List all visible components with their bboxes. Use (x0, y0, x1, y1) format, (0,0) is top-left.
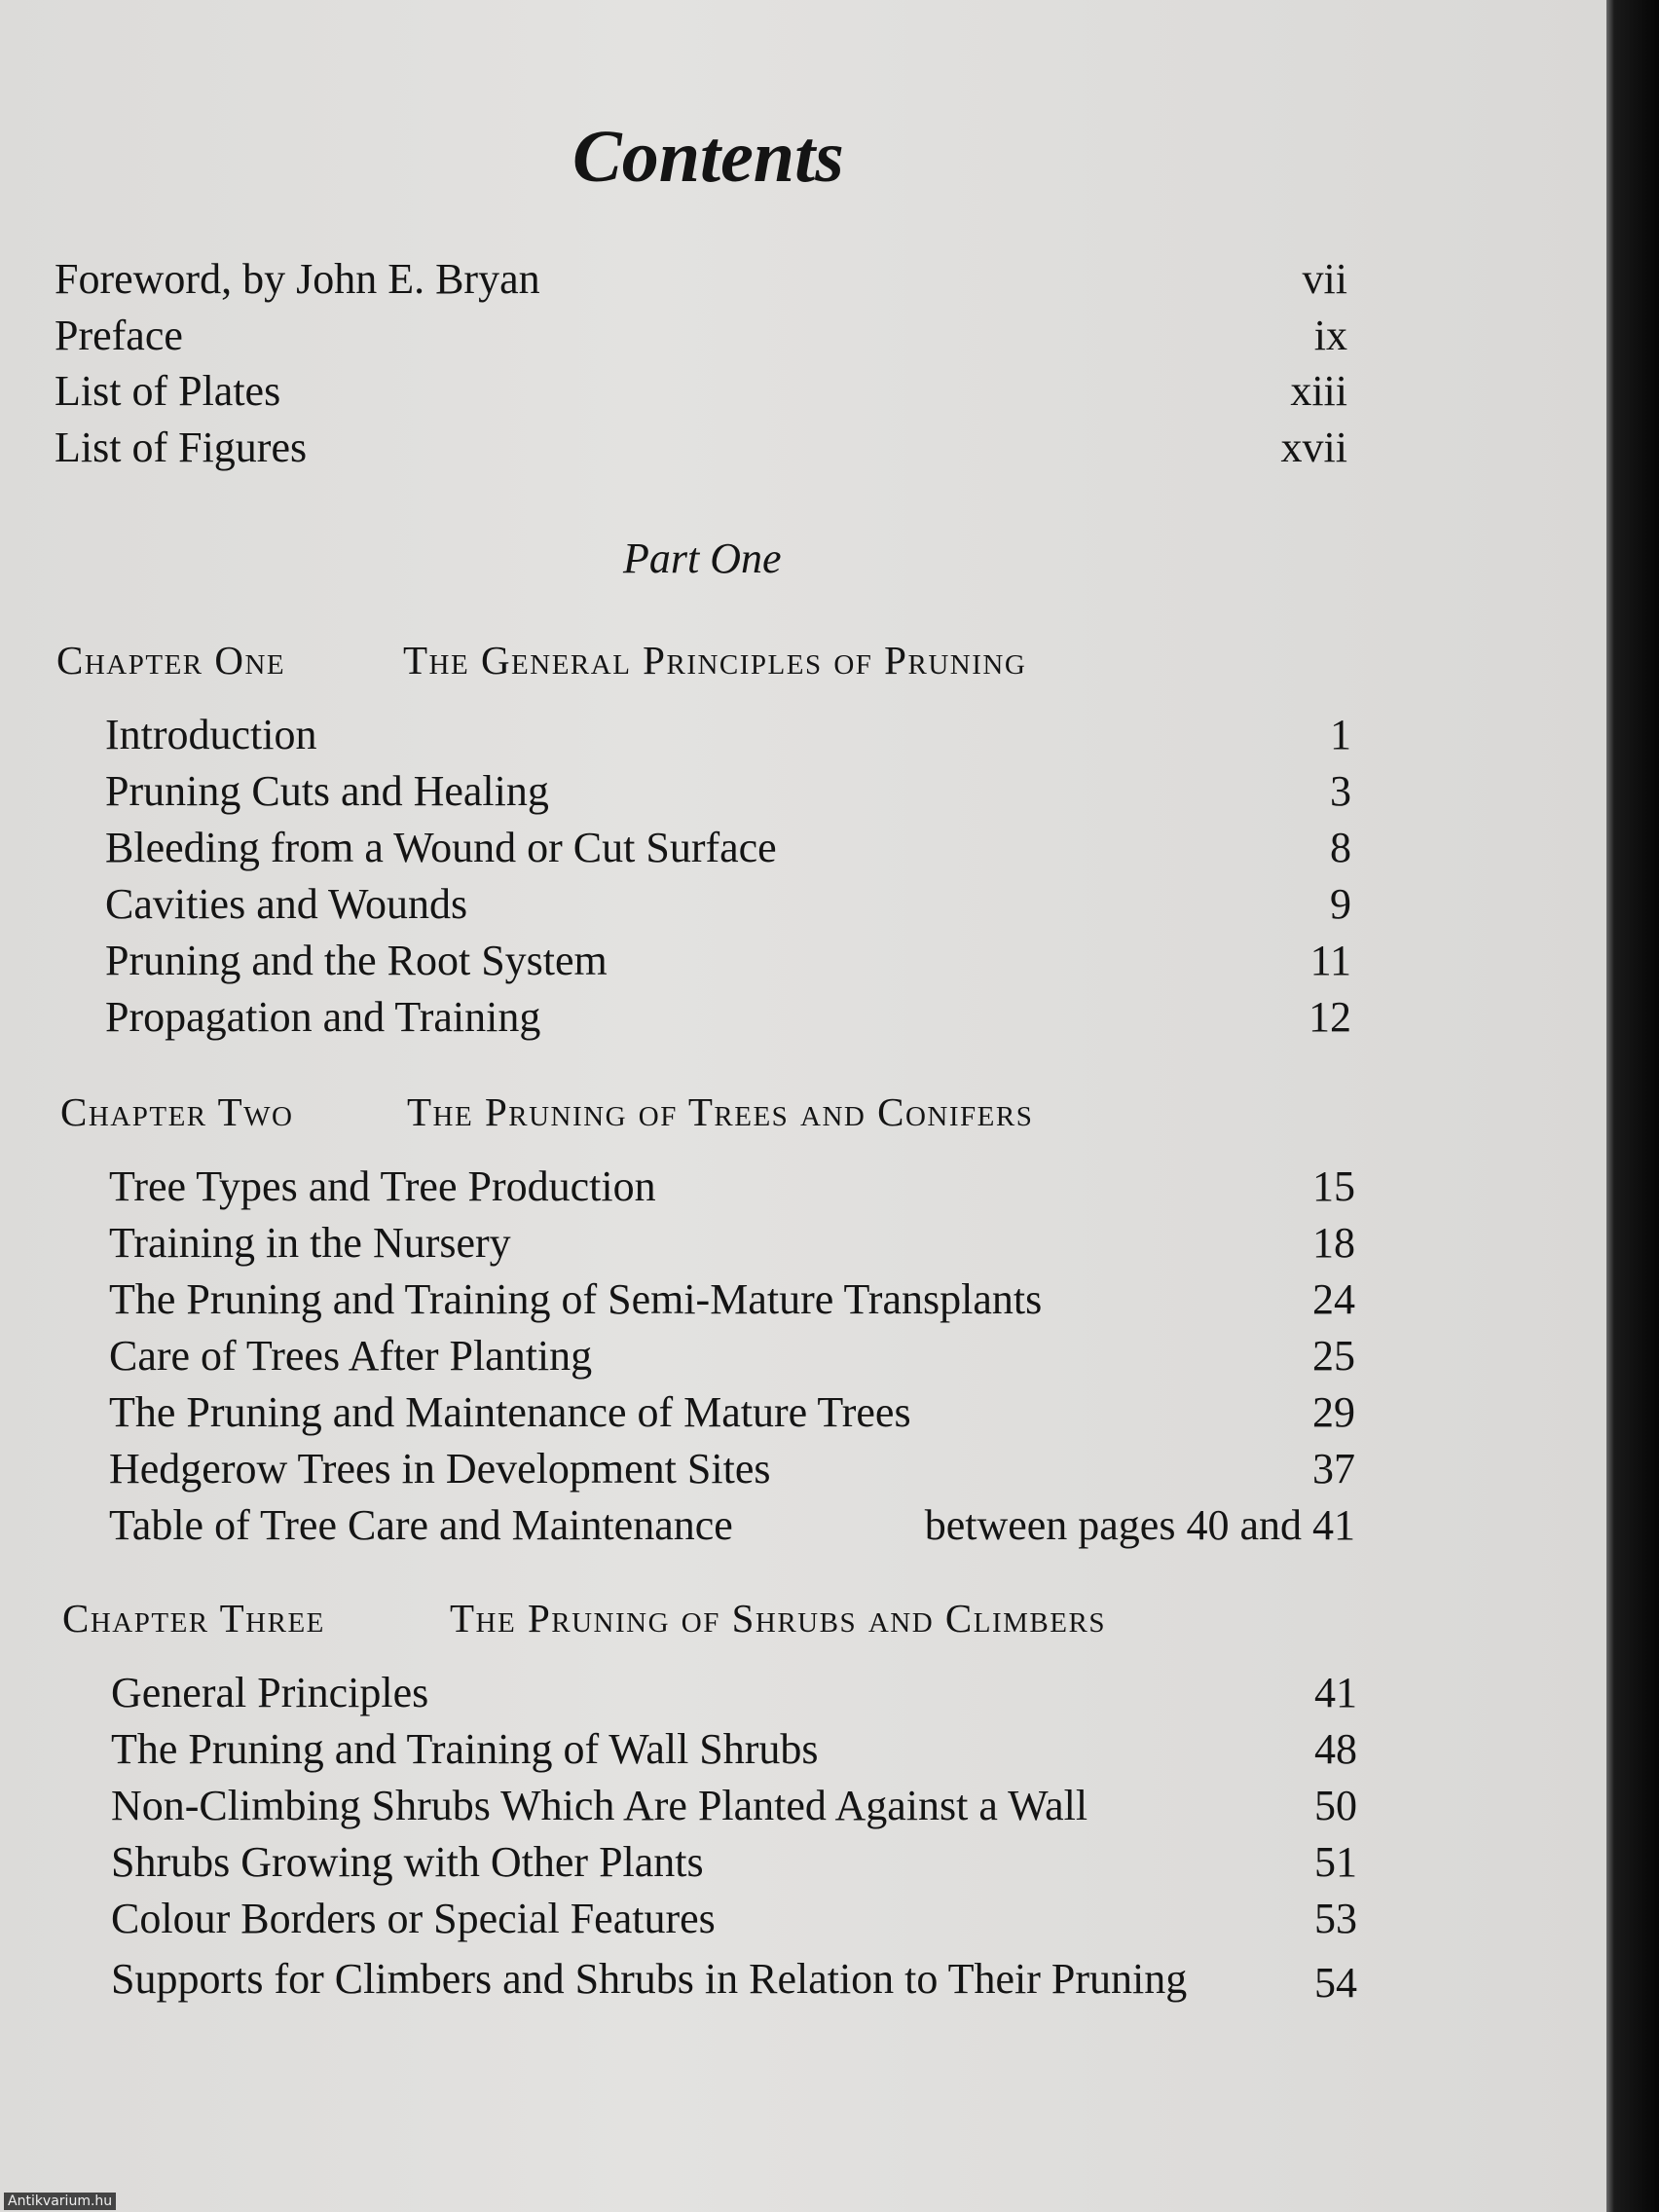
entry-title: Pruning Cuts and Healing (105, 767, 549, 815)
toc-entry[interactable] (109, 1159, 1355, 1215)
entry-title: Care of Trees After Planting (109, 1332, 593, 1380)
entry-title: Pruning and the Root System (105, 937, 608, 984)
entry-title: Bleeding from a Wound or Cut Surface (105, 824, 777, 871)
entry-page: xiii (1290, 367, 1347, 415)
toc-entry[interactable] (111, 1721, 1357, 1778)
chapter-entries (109, 1159, 1355, 1554)
entry-page: 50 (1314, 1782, 1357, 1829)
entry-page: vii (1302, 255, 1347, 303)
entry-title: The Pruning and Training of Wall Shrubs (111, 1725, 819, 1773)
entry-page: 48 (1314, 1725, 1357, 1773)
entry-title: Propagation and Training (105, 993, 541, 1041)
toc-entry[interactable] (111, 1891, 1357, 1947)
toc-entry[interactable] (55, 363, 1347, 420)
watermark: Antikvarium.hu (4, 2193, 116, 2210)
entry-page: 8 (1330, 824, 1351, 871)
entry-page: 18 (1312, 1219, 1355, 1267)
entry-page: 51 (1314, 1838, 1357, 1886)
entry-title: General Principles (111, 1669, 429, 1716)
entry-title: Shrubs Growing with Other Plants (111, 1838, 704, 1886)
chapter-heading[interactable] (56, 631, 1351, 689)
entry-title: Introduction (105, 711, 317, 758)
book-binding-edge (1606, 0, 1659, 2212)
entry-title: Supports for Climbers and Shrubs in Relation to Their Pruning (111, 1955, 1188, 2003)
toc-entry[interactable] (105, 707, 1351, 763)
toc-entry[interactable] (55, 420, 1347, 476)
entry-page: 53 (1314, 1895, 1357, 1942)
part-label: Part One (623, 535, 782, 582)
entry-page: between pages 40 and 41 (924, 1501, 1355, 1549)
entry-page: 24 (1312, 1275, 1355, 1323)
entry-page: 37 (1312, 1445, 1355, 1493)
show-through-text (974, 68, 983, 114)
entry-title: Preface (55, 311, 183, 359)
toc-entry[interactable] (109, 1384, 1355, 1441)
chapter-heading[interactable] (62, 1589, 1357, 1647)
entry-page: 12 (1309, 993, 1351, 1041)
front-matter-list (55, 251, 1347, 475)
entry-page: 25 (1312, 1332, 1355, 1380)
chapter-section (60, 1083, 1355, 1554)
toc-entry[interactable] (109, 1441, 1355, 1497)
entry-title: The Pruning and Maintenance of Mature Trees (109, 1388, 911, 1436)
toc-entry[interactable] (111, 1834, 1357, 1891)
chapter-number: Chapter Three (62, 1596, 325, 1641)
entry-page: 11 (1309, 937, 1351, 984)
entry-page: ix (1313, 311, 1347, 359)
entry-title: Table of Tree Care and Maintenance (109, 1501, 733, 1549)
toc-entry[interactable] (105, 933, 1351, 989)
entry-page: 3 (1330, 767, 1351, 815)
chapter-entries (105, 707, 1351, 1046)
chapter-entries (111, 1665, 1357, 2011)
chapter-heading[interactable] (60, 1083, 1355, 1141)
entry-page: xvii (1280, 423, 1347, 471)
toc-entry[interactable] (111, 1665, 1357, 1721)
entry-title: Non-Climbing Shrubs Which Are Planted Against a Wall (111, 1782, 1088, 1829)
toc-entry[interactable] (111, 1947, 1357, 2011)
toc-entry[interactable] (105, 763, 1351, 820)
toc-entry[interactable] (55, 308, 1347, 364)
toc-entry[interactable] (109, 1328, 1355, 1384)
toc-entry[interactable] (55, 251, 1347, 308)
toc-entry[interactable] (105, 820, 1351, 876)
toc-entry[interactable] (109, 1497, 1355, 1554)
entry-title: The Pruning and Training of Semi-Mature Transplants (109, 1275, 1043, 1323)
entry-page: 9 (1330, 880, 1351, 928)
entry-page: 41 (1314, 1669, 1357, 1716)
toc-entry[interactable] (105, 876, 1351, 933)
toc-entry[interactable] (109, 1272, 1355, 1328)
chapter-title: The Pruning of Trees and Conifers (407, 1089, 1034, 1134)
show-through-text (974, 185, 983, 231)
toc-entry[interactable] (105, 989, 1351, 1046)
chapter-number: Chapter Two (60, 1089, 294, 1134)
entry-title: Tree Types and Tree Production (109, 1162, 656, 1210)
chapter-title: The General Principles of Pruning (403, 638, 1027, 682)
entry-title: List of Figures (55, 423, 308, 471)
entry-title: Hedgerow Trees in Development Sites (109, 1445, 771, 1493)
chapter-section (56, 631, 1351, 1046)
entry-title: Foreword, by John E. Bryan (55, 255, 540, 303)
entry-title: Training in the Nursery (109, 1219, 511, 1267)
entry-title: Colour Borders or Special Features (111, 1895, 716, 1942)
chapter-number: Chapter One (56, 638, 286, 682)
entry-page: 29 (1312, 1388, 1355, 1436)
entry-title: List of Plates (55, 367, 281, 415)
entry-page: 54 (1314, 1959, 1357, 2007)
chapter-section (62, 1589, 1357, 2011)
toc-entry[interactable] (111, 1778, 1357, 1834)
entry-page: 15 (1312, 1162, 1355, 1210)
chapter-title: The Pruning of Shrubs and Climbers (450, 1596, 1106, 1641)
entry-title: Cavities and Wounds (105, 880, 468, 928)
entry-page: 1 (1330, 711, 1351, 758)
contents-title: Contents (572, 116, 844, 198)
toc-entry[interactable] (109, 1215, 1355, 1272)
